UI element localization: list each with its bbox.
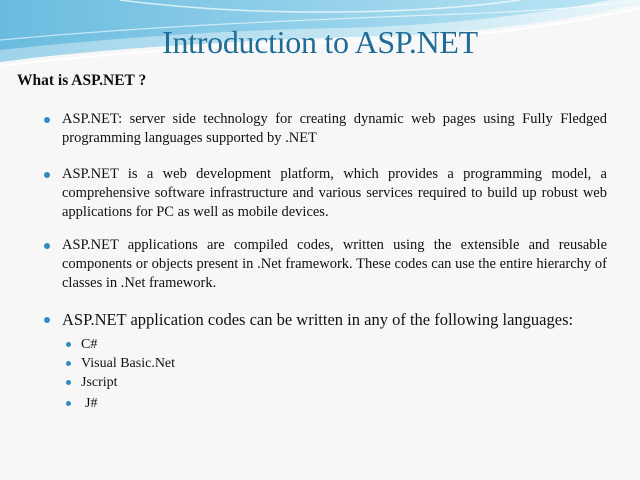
bullet-item — [62, 165, 607, 222]
bullet-text: ASP.NET: server side technology for creating dynamic web pages using Fully Fledged programming languages supported by .NET — [62, 111, 607, 146]
bullet-item — [62, 309, 607, 330]
bullet-item — [62, 110, 607, 148]
bullet-dot-icon — [44, 317, 50, 323]
language-label: J# — [85, 396, 98, 411]
bullet-text: ASP.NET is a web development platform, which provides a programming model, a comprehensive software infrastructure and various services required to build up robust web applications for PC as well as mobile devices. — [62, 166, 607, 220]
language-item — [81, 336, 97, 354]
language-label: C# — [81, 337, 98, 352]
language-label: Visual Basic.Net — [81, 356, 176, 371]
bullet-dot-icon — [66, 342, 71, 347]
bullet-dot-icon — [44, 172, 50, 178]
language-item — [85, 395, 97, 413]
bullet-dot-icon — [44, 243, 50, 249]
language-item — [81, 374, 118, 392]
bullet-dot-icon — [66, 361, 71, 366]
slide-subtitle: What is ASP.NET ? — [17, 72, 147, 89]
bullet-text: ASP.NET applications are compiled codes, written using the extensible and reusable components or objects present in .Net framework. These codes can use the entire hierarchy of classes in .Net framework. — [62, 237, 607, 291]
bullet-text: ASP.NET application codes can be written in any of the following languages: — [62, 310, 574, 329]
language-item — [81, 355, 175, 373]
bullet-dot-icon — [44, 117, 50, 123]
bullet-dot-icon — [66, 401, 71, 406]
language-label: Jscript — [81, 375, 118, 390]
slide-title: Introduction to ASP.NET — [162, 24, 478, 60]
bullet-dot-icon — [66, 380, 71, 385]
bullet-item — [62, 236, 607, 293]
